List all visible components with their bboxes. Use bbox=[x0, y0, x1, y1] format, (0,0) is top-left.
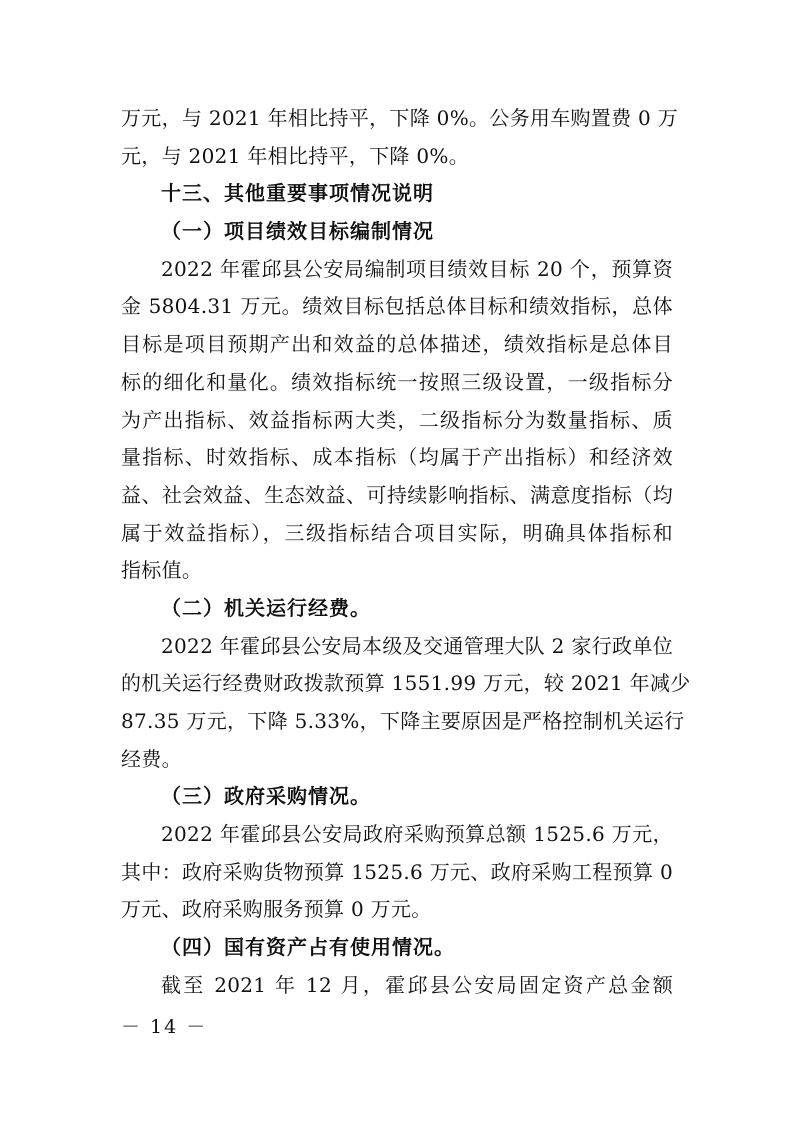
document-body bbox=[121, 100, 691, 1005]
paragraph-line: 2022 年霍邱县公安局政府采购预算总额 1525.6 万元， bbox=[161, 822, 673, 847]
paragraph-line: 经费。 bbox=[121, 746, 182, 771]
subsection-heading-1: （一）项目绩效目标编制情况 bbox=[161, 219, 434, 244]
page-number: － 14 － bbox=[121, 1016, 208, 1038]
paragraph-line: 截至 2021 年 12 月，霍邱县公安局固定资产总金额 bbox=[161, 972, 673, 997]
paragraph-line: 量指标、时效指标、成本指标（均属于产出指标）和经济效 bbox=[121, 445, 673, 470]
subsection-heading-4: （四）国有资产占有使用情况。 bbox=[161, 935, 455, 960]
paragraph-line: 万元、政府采购服务预算 0 万元。 bbox=[121, 897, 432, 922]
subsection-heading-2: （二）机关运行经费。 bbox=[161, 595, 371, 620]
paragraph-line: 其中：政府采购货物预算 1525.6 万元、政府采购工程预算 0 bbox=[121, 859, 673, 884]
paragraph-line: 指标值。 bbox=[121, 558, 203, 583]
paragraph-line: 益、社会效益、生态效益、可持续影响指标、满意度指标（均 bbox=[121, 482, 673, 507]
paragraph-line: 为产出指标、效益指标两大类，二级指标分为数量指标、质 bbox=[121, 407, 673, 432]
paragraph-line: 目标是项目预期产出和效益的总体描述，绩效指标是总体目 bbox=[121, 332, 673, 357]
subsection-heading-3: （三）政府采购情况。 bbox=[161, 784, 371, 809]
paragraph-line: 金 5804.31 万元。绩效目标包括总体目标和绩效指标，总体 bbox=[121, 294, 673, 319]
paragraph-line: 87.35 万元，下降 5.33%，下降主要原因是严格控制机关运行 bbox=[121, 709, 685, 733]
paragraph-line: 万元，与 2021 年相比持平，下降 0%。公务用车购置费 0 万 bbox=[121, 106, 679, 130]
paragraph-line: 2022 年霍邱县公安局本级及交通管理大队 2 家行政单位 bbox=[161, 633, 673, 658]
paragraph-line: 属于效益指标），三级指标结合项目实际，明确具体指标和 bbox=[121, 520, 673, 545]
paragraph-line: 元，与 2021 年相比持平，下降 0%。 bbox=[121, 143, 469, 168]
paragraph-line: 2022 年霍邱县公安局编制项目绩效目标 20 个，预算资 bbox=[161, 256, 673, 281]
paragraph-line: 标的细化和量化。绩效指标统一按照三级设置，一级指标分 bbox=[121, 369, 673, 394]
section-heading: 十三、其他重要事项情况说明 bbox=[161, 181, 434, 206]
paragraph-line: 的机关运行经费财政拨款预算 1551.99 万元，较 2021 年减少 bbox=[121, 671, 691, 696]
